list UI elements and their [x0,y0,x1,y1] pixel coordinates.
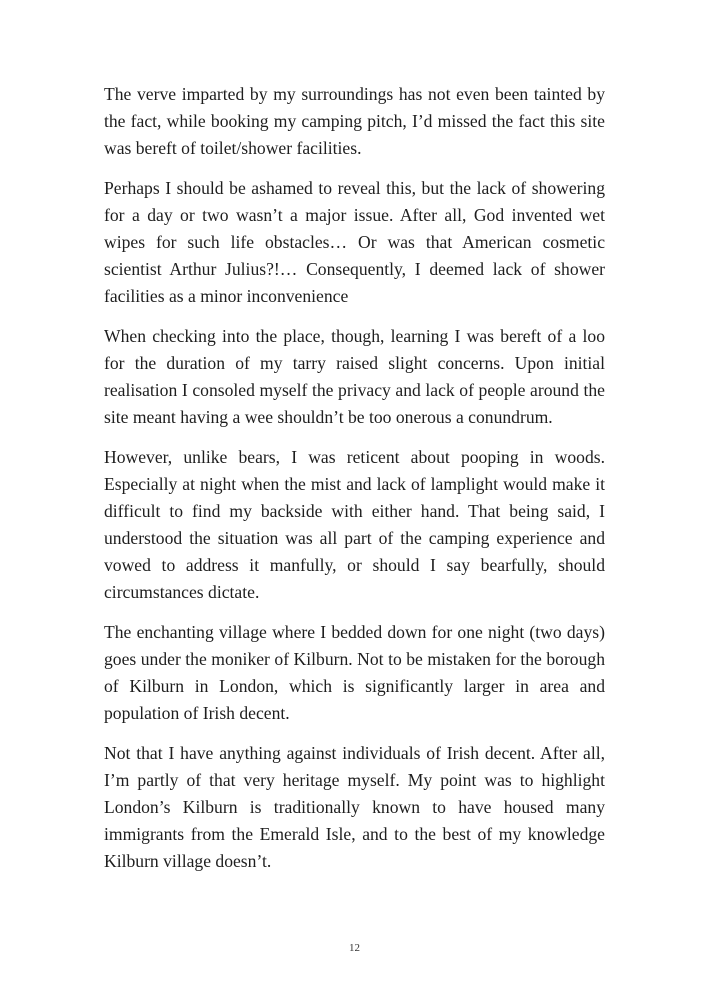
page-number: 12 [349,942,360,954]
paragraph-3: When checking into the place, though, learning I was bereft of a loo for the duration of my tarry raised slight concerns. Upon initial realisation I consoled myself the privacy and lack of people around the site meant having a wee shouldn’t be too onerous a conundrum. [104,326,605,427]
paragraph-1: The verve imparted by my surroundings has not even been tainted by the fact, while booking my camping pitch, I’d missed the fact this site was bereft of toilet/shower facilities. [104,84,605,158]
paragraph-5: The enchanting village where I bedded down for one night (two days) goes under the moniker of Kilburn. Not to be mistaken for the borough of Kilburn in London, which is significantly larger in area and population of Irish decent. [104,622,605,723]
paragraph-4: However, unlike bears, I was reticent about pooping in woods. Especially at night when the mist and lack of lamplight would make it difficult to find my backside with either hand. That being said, I understood the situation was all part of the camping experience and vowed to address it manfully, or should I say bearfully, should circumstances dictate. [104,447,605,602]
paragraph-6: Not that I have anything against individuals of Irish decent. After all, I’m partly of that very heritage myself. My point was to highlight London’s Kilburn is traditionally known to have housed many immigrants from the Emerald Isle, and to the best of my knowledge Kilburn village doesn’t. [104,743,605,871]
body-text [104,81,605,888]
paragraph-2: Perhaps I should be ashamed to reveal this, but the lack of showering for a day or two wasn’t a major issue. After all, God invented wet wipes for such life obstacles… Or was that American cosmetic scientist Arthur Julius?!… Consequently, I deemed lack of shower facilities as a minor inconvenience [104,178,605,306]
